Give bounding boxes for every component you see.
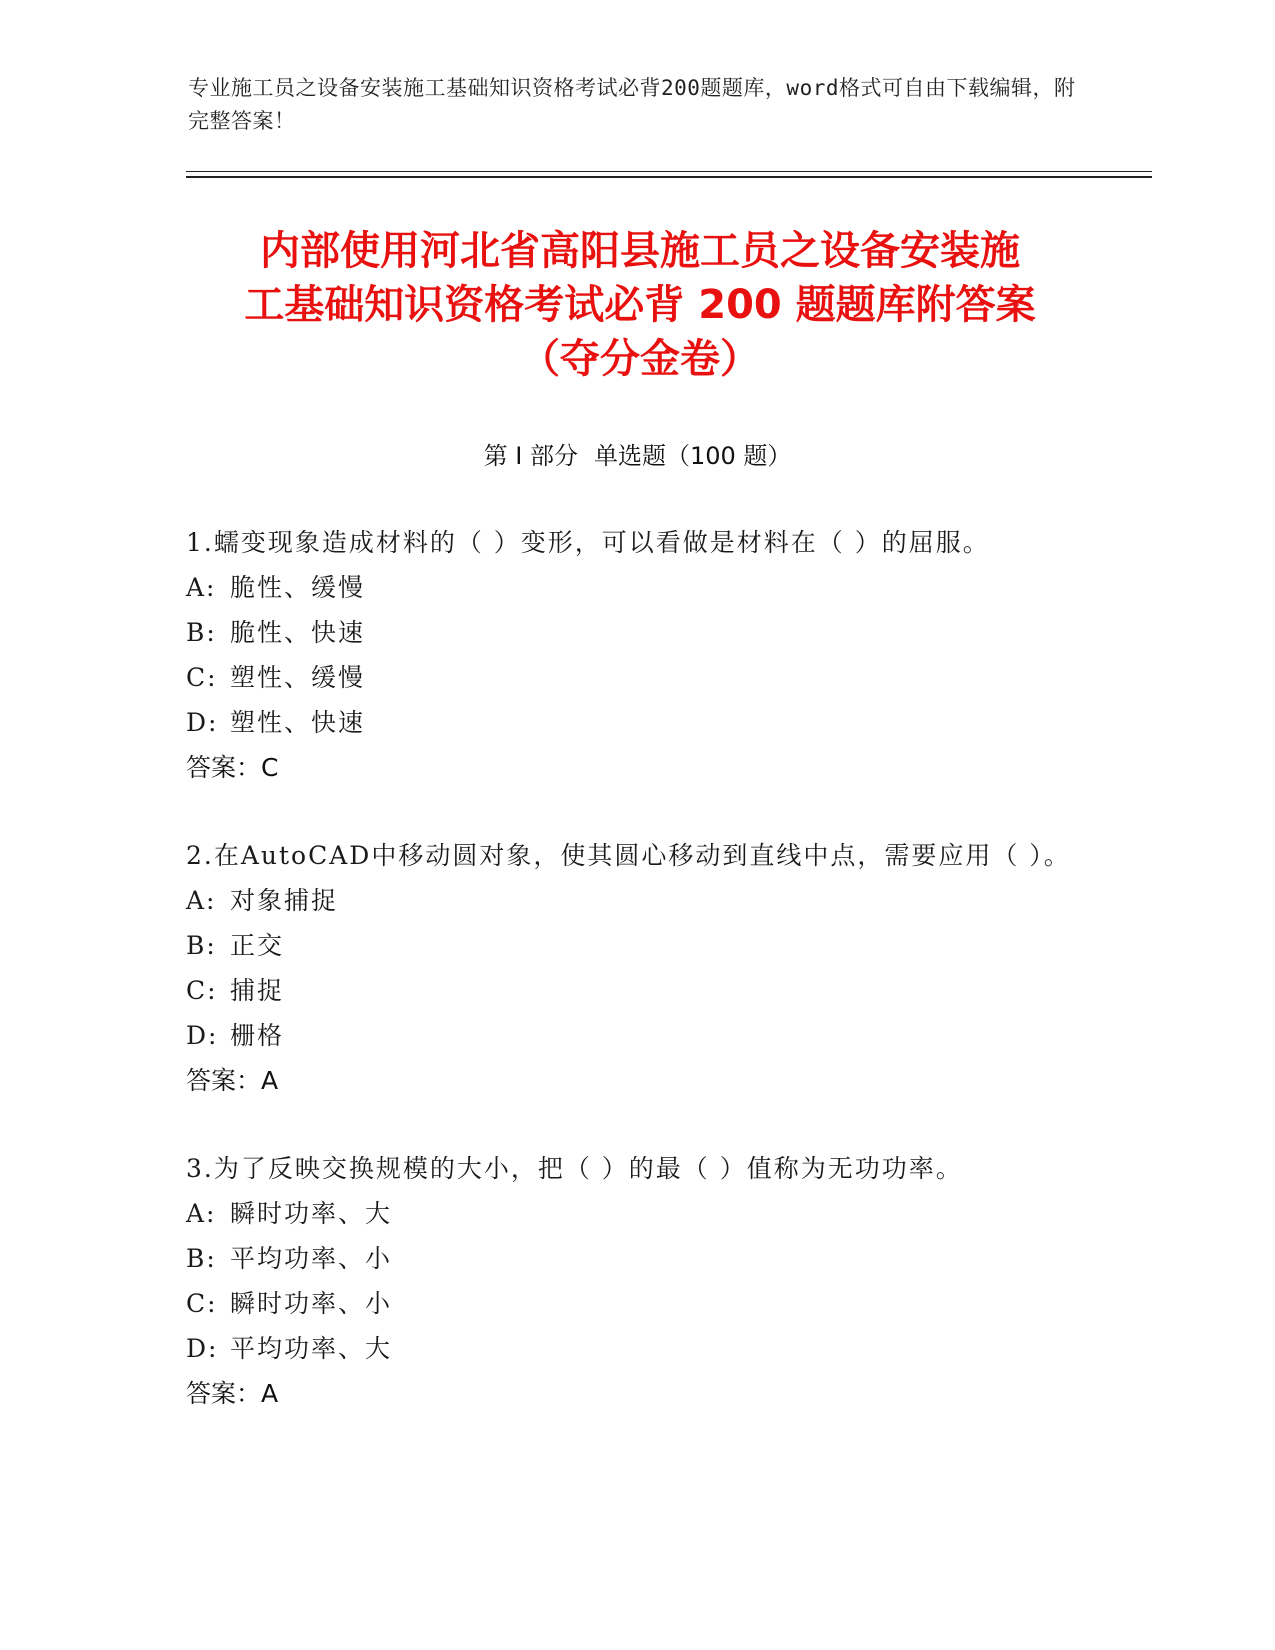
section-name: 单选题（100 题） [593,442,792,470]
question-stem: 2.在AutoCAD中移动圆对象，使其圆心移动到直线中点，需要应用（ ）。 [186,841,1071,870]
option-letter: D: [186,1021,219,1050]
question-option-b [186,610,1086,655]
question-option-d [186,1013,1086,1058]
question-list [186,520,1086,1459]
title-line-2: 工基础知识资格考试必背 200 题题库附答案 [244,282,1036,328]
option-letter: A: [186,886,217,915]
option-text: 脆性、快速 [230,618,366,647]
option-letter: B: [186,618,217,647]
option-text: 对象捕捉 [230,886,339,915]
option-letter: C: [186,663,218,692]
option-text: 脆性、缓慢 [230,573,366,602]
option-letter: B: [186,1244,217,1273]
option-text: 瞬时功率、小 [230,1289,393,1318]
title-line-1: 内部使用河北省高阳县施工员之设备安装施 [260,228,1020,274]
option-letter: A: [186,1199,217,1228]
question-option-a [186,565,1086,610]
option-letter: D: [186,1334,219,1363]
option-text: 正交 [230,931,285,960]
question-item [186,833,1086,1103]
question-option-d [186,1326,1086,1371]
question-option-c [186,968,1086,1013]
option-text: 栅格 [230,1021,285,1050]
option-letter: D: [186,708,219,737]
option-text: 瞬时功率、大 [230,1199,393,1228]
header-rule-bottom [186,176,1152,178]
option-letter: C: [186,976,218,1005]
option-letter: A: [186,573,217,602]
option-letter: B: [186,931,217,960]
question-stem: 3.为了反映交换规模的大小，把（ ）的最（ ）值称为无功功率。 [186,1154,963,1183]
question-item [186,520,1086,790]
document-title [170,224,1110,386]
option-text: 塑性、快速 [230,708,366,737]
section-part: 第 I 部分 [483,442,578,470]
question-option-c [186,1281,1086,1326]
header-rule-top [186,171,1152,172]
question-option-a [186,1191,1086,1236]
question-item [186,1146,1086,1416]
section-heading [0,436,1275,471]
option-letter: C: [186,1289,218,1318]
question-option-c [186,655,1086,700]
question-option-b [186,1236,1086,1281]
option-text: 捕捉 [230,976,285,1005]
question-option-b [186,923,1086,968]
question-answer: 答案：C [186,753,279,782]
question-option-d [186,700,1086,745]
question-answer: 答案：A [186,1066,279,1095]
option-text: 平均功率、大 [230,1334,393,1363]
header-note: 专业施工员之设备安装施工基础知识资格考试必背200题题库，word格式可自由下载编辑，附完整答案！ [188,76,1076,133]
option-text: 平均功率、小 [230,1244,393,1273]
question-option-a [186,878,1086,923]
option-text: 塑性、缓慢 [230,663,366,692]
question-answer: 答案：A [186,1379,279,1408]
title-line-3: （夺分金卷） [520,336,760,382]
question-stem: 1.蠕变现象造成材料的（ ）变形，可以看做是材料在（ ）的屈服。 [186,528,990,557]
